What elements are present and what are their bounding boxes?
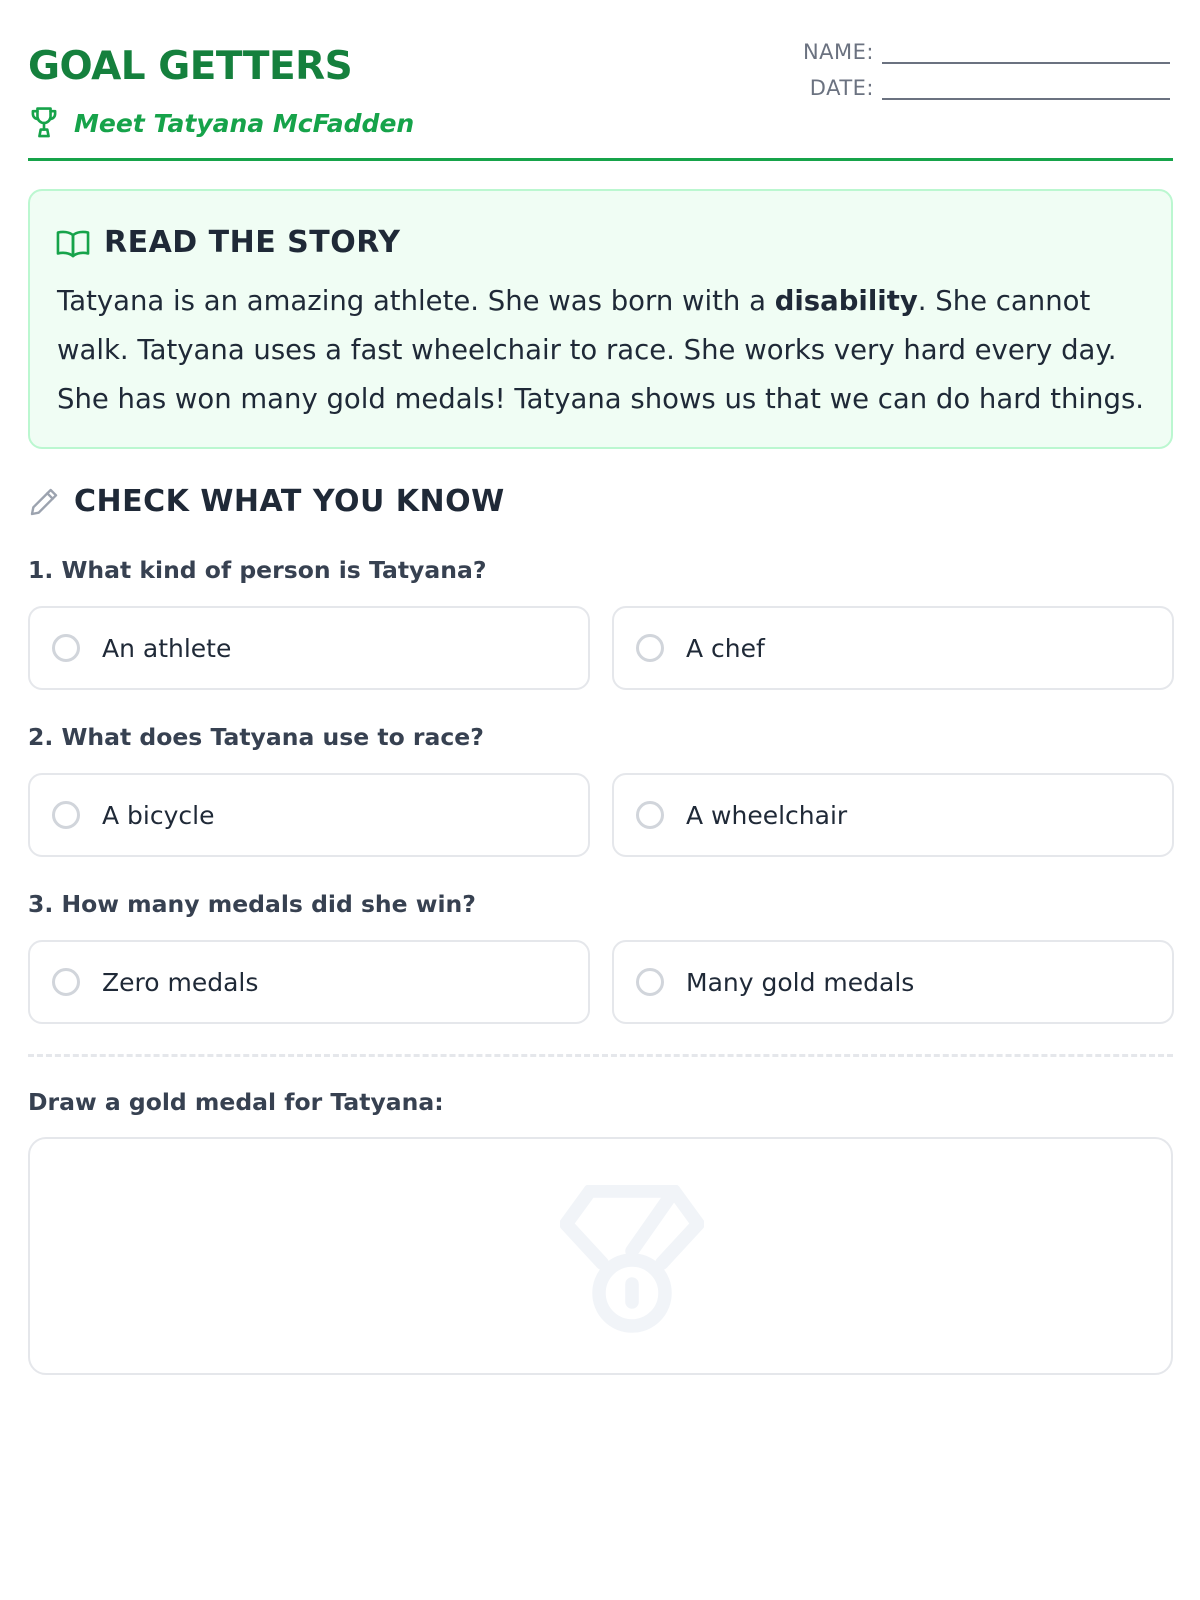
story-text xyxy=(57,277,1152,424)
question-1: 1. What kind of person is Tatyana? xyxy=(28,556,487,584)
story-text-start: Tatyana is an amazing athlete. She was born with a xyxy=(57,285,775,317)
quiz-heading: CHECK WHAT YOU KNOW xyxy=(74,484,505,519)
quiz-heading-row xyxy=(28,484,505,519)
name-label: NAME: xyxy=(802,40,874,64)
story-heading: READ THE STORY xyxy=(104,225,401,260)
option-label: A bicycle xyxy=(102,800,215,830)
option-label: An athlete xyxy=(102,633,232,663)
radio-button[interactable] xyxy=(636,968,664,996)
q2-option-b[interactable] xyxy=(612,773,1174,857)
open-book-icon xyxy=(56,228,90,258)
header-divider xyxy=(28,158,1173,161)
story-bold-word: disability xyxy=(774,285,918,317)
q2-option-a[interactable] xyxy=(28,773,590,857)
medal-icon xyxy=(560,1185,704,1335)
question-3: 3. How many medals did she win? xyxy=(28,890,476,918)
q1-option-b[interactable] xyxy=(612,606,1174,690)
subtitle-text: Meet Tatyana McFadden xyxy=(74,108,415,138)
name-line[interactable] xyxy=(882,36,1170,64)
date-line[interactable] xyxy=(882,72,1170,100)
radio-button[interactable] xyxy=(52,968,80,996)
drawing-prompt: Draw a gold medal for Tatyana: xyxy=(28,1088,444,1116)
option-label: Many gold medals xyxy=(686,967,915,997)
date-label: DATE: xyxy=(809,76,874,100)
date-field-row xyxy=(790,64,1170,100)
option-label: A chef xyxy=(686,633,765,663)
name-date-fields xyxy=(790,28,1170,100)
q3-option-b[interactable] xyxy=(612,940,1174,1024)
pencil-icon xyxy=(28,486,60,518)
question-2: 2. What does Tatyana use to race? xyxy=(28,723,484,751)
worksheet-title: GOAL GETTERS xyxy=(28,44,353,89)
story-heading-row xyxy=(56,225,400,260)
radio-button[interactable] xyxy=(52,801,80,829)
subtitle-row xyxy=(28,106,414,140)
option-label: Zero medals xyxy=(102,967,259,997)
story-box xyxy=(28,189,1173,449)
radio-button[interactable] xyxy=(52,634,80,662)
radio-button[interactable] xyxy=(636,634,664,662)
section-divider xyxy=(28,1054,1173,1057)
option-label: A wheelchair xyxy=(686,800,848,830)
drawing-area[interactable] xyxy=(28,1137,1173,1375)
q3-option-a[interactable] xyxy=(28,940,590,1024)
story-text-end: . She cannot walk. Tatyana uses a fast wheelchair to race. She works very hard every day. She has won many gold medals! Tatyana shows us that we can do hard things. xyxy=(57,285,1145,415)
trophy-icon xyxy=(28,106,60,140)
q1-option-a[interactable] xyxy=(28,606,590,690)
radio-button[interactable] xyxy=(636,801,664,829)
name-field-row xyxy=(790,28,1170,64)
